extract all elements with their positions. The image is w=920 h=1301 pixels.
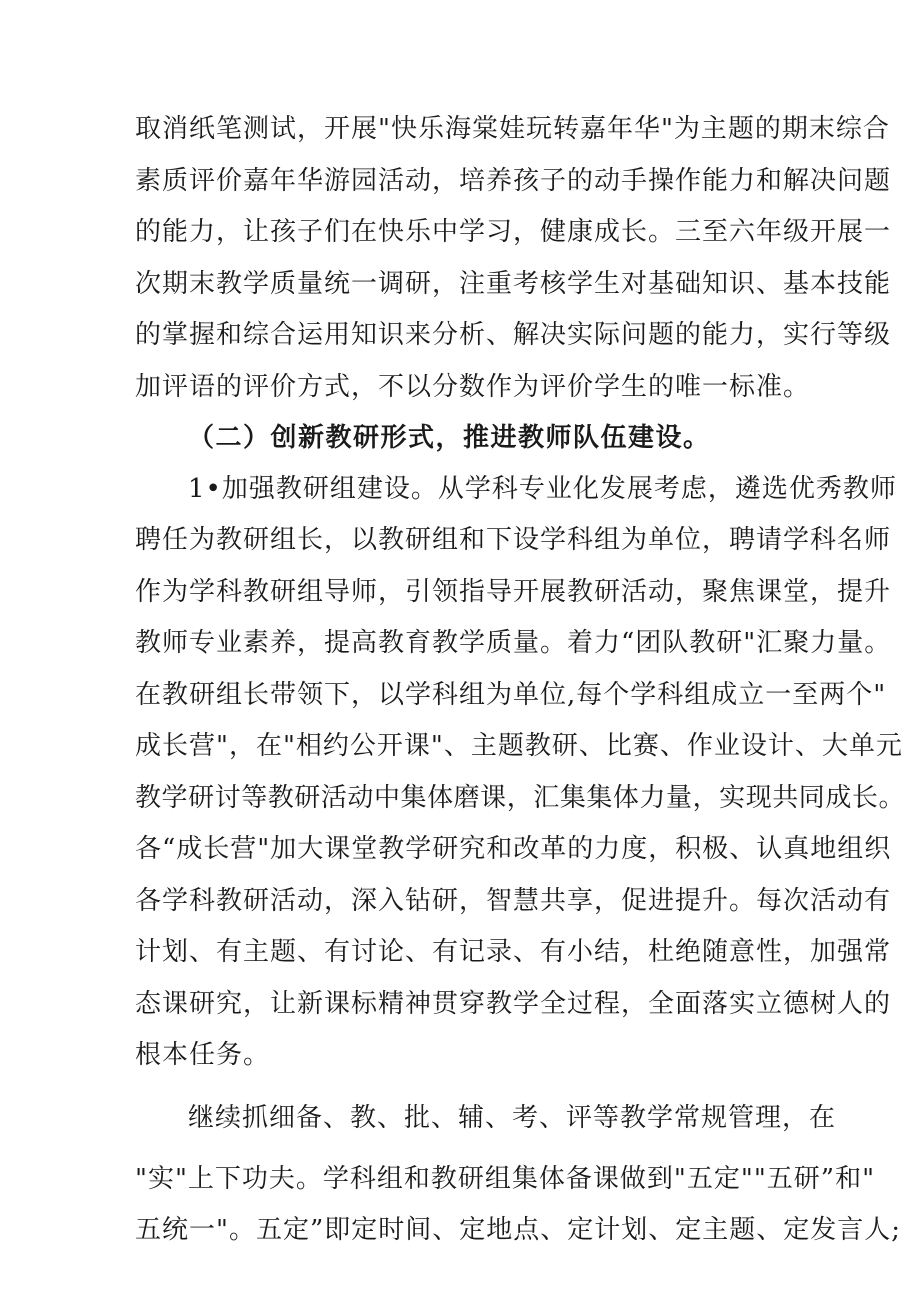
paragraph-line: 取消纸笔测试，开展"快乐海棠娃玩转嘉年华"为主题的期末综合 (135, 114, 890, 144)
paragraph-line: 的掌握和综合运用知识来分析、解决实际问题的能力，实行等级 (135, 320, 892, 350)
paragraph-line: 的能力，让孩子们在快乐中学习，健康成长。三至六年级开展一 (135, 217, 892, 247)
paragraph-line: 次期末教学质量统一调研，注重考核学生对基础知识、基本技能 (135, 269, 892, 299)
paragraph-line: 继续抓细备、教、批、辅、考、评等教学常规管理，在 (188, 1103, 837, 1133)
paragraph-line: 计划、有主题、有讨论、有记录、有小结，杜绝随意性，加强常 (135, 937, 892, 967)
paragraph-line: 态课研究，让新课标精神贯穿教学全过程，全面落实立德树人的 (135, 989, 892, 1019)
paragraph-line: 聘任为教研组长，以教研组和下设学科组为单位，聘请学科名师 (135, 525, 892, 555)
paragraph-line: "实"上下功夫。学科组和教研组集体备课做到"五定""五研”和" (135, 1164, 876, 1194)
paragraph-line: 各“成长营"加大课堂教学研究和改革的力度，积极、认真地组织 (135, 834, 892, 864)
paragraph-line: 素质评价嘉年华游园活动，培养孩子的动手操作能力和解决问题 (135, 166, 892, 196)
paragraph-line: 各学科教研活动，深入钻研，智慧共享，促进提升。每次活动有 (135, 886, 892, 916)
paragraph-line: 1•加强教研组建设。从学科专业化发展考虑，遴选优秀教师 (188, 474, 897, 504)
paragraph-line: 教学研讨等教研活动中集体磨课，汇集集体力量，实现共同成长。 (135, 783, 906, 813)
paragraph-line: 根本任务。 (135, 1040, 271, 1070)
paragraph-line: 五统一"。五定”即定时间、定地点、定计划、定主题、定发言人; (135, 1215, 902, 1245)
paragraph-line: 加评语的评价方式，不以分数作为评价学生的唯一标准。 (135, 372, 811, 402)
paragraph-line: 作为学科教研组导师，引领指导开展教研活动，聚焦课堂，提升 (135, 577, 892, 607)
paragraph-line: 教师专业素养，提高教育教学质量。着力“团队教研"汇聚力量。 (135, 628, 892, 658)
paragraph-line: 成长营"，在"相约公开课"、主题教研、比赛、作业设计、大单元 (135, 731, 903, 761)
section-heading: （二）创新教研形式，推进教师队伍建设。 (188, 423, 711, 453)
paragraph-line: 在教研组长带领下，以学科组为单位,每个学科组成立一至两个" (135, 680, 887, 710)
